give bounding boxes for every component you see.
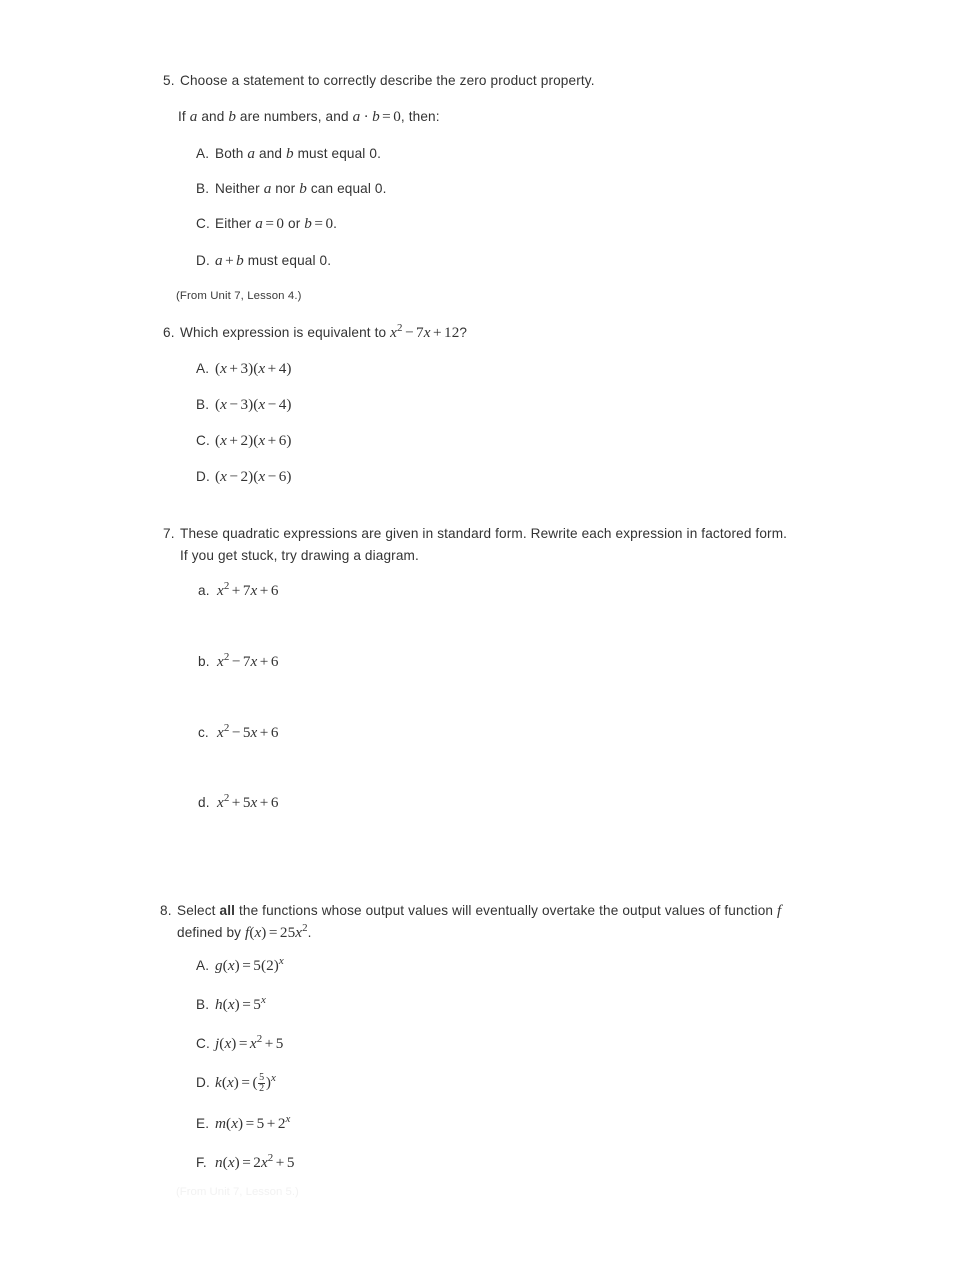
part-letter: b. bbox=[198, 654, 210, 669]
question-7-part-c[interactable] bbox=[198, 722, 558, 744]
q8e-const: 5 bbox=[256, 1115, 265, 1132]
q6b-p1: ( bbox=[215, 396, 221, 413]
choice-letter: C. bbox=[196, 216, 210, 231]
premise-eq-b: b bbox=[372, 108, 380, 125]
q7d-plus: + bbox=[259, 794, 269, 811]
q8b-eq: = bbox=[242, 996, 251, 1013]
question-8-choice-c[interactable] bbox=[196, 1033, 596, 1055]
q8e-plus: + bbox=[266, 1115, 276, 1132]
choice-a-var2: b bbox=[286, 145, 294, 162]
q7b-plus: + bbox=[259, 653, 269, 670]
question-7-stem bbox=[163, 523, 788, 567]
choice-c-eq2 bbox=[304, 215, 333, 232]
choice-d-var1: a bbox=[215, 252, 223, 269]
q7c-coef: 5 bbox=[242, 724, 251, 741]
choice-b-seg2: nor bbox=[271, 181, 300, 196]
q6c-n1: 2)( bbox=[240, 432, 259, 449]
part-letter: d. bbox=[198, 795, 210, 810]
premise-eq-sign: = bbox=[382, 108, 391, 125]
q8a-exp: x bbox=[278, 954, 284, 967]
q8e-fname: m bbox=[215, 1115, 227, 1132]
q6b-n2: 4) bbox=[278, 396, 292, 413]
q6a-op1: + bbox=[229, 360, 239, 377]
q8c-const: 5 bbox=[275, 1035, 284, 1052]
choice-expression: $h(x) = 5^x$ bbox=[215, 993, 266, 1013]
question-5-choice-a[interactable] bbox=[196, 143, 756, 165]
choice-expression: $n(x) = 2x^2 + 5$ bbox=[215, 1151, 295, 1171]
q8f-plus: + bbox=[275, 1154, 285, 1171]
choice-d-plus: + bbox=[225, 252, 234, 269]
question-7-part-d[interactable] bbox=[198, 792, 558, 814]
choice-text bbox=[215, 250, 331, 272]
choice-c-seg3: . bbox=[333, 216, 338, 231]
q6c-n2: 6) bbox=[278, 432, 292, 449]
q6b-op2: − bbox=[267, 396, 277, 413]
choice-c-eqsign1: = bbox=[265, 215, 274, 232]
q6a-n2: 4) bbox=[278, 360, 292, 377]
q7a-plus: + bbox=[259, 582, 269, 599]
choice-expression: k(x) = ( $\frac{5}{2}$ )$^x$ bbox=[215, 1071, 276, 1095]
choice-letter: B. bbox=[196, 397, 210, 412]
q6a-op2: + bbox=[267, 360, 277, 377]
q8-math-var: x bbox=[295, 924, 303, 941]
q8-stem-definition bbox=[245, 921, 308, 941]
part-expression: $x^2 + 7x + 6$ bbox=[217, 579, 279, 599]
question-5-attribution: (From Unit 7, Lesson 4.) bbox=[176, 290, 302, 302]
choice-letter: E. bbox=[196, 1116, 210, 1131]
q6a-n1: 3)( bbox=[240, 360, 259, 377]
q8a-rhs: 5(2) bbox=[253, 957, 279, 974]
choice-text bbox=[215, 143, 381, 165]
q8d-paren-close: ) bbox=[265, 1074, 271, 1091]
choice-a-var1: a bbox=[247, 145, 256, 162]
q6d-op1: − bbox=[229, 468, 239, 485]
q8c-open: ( bbox=[219, 1035, 225, 1052]
q7a-sign: + bbox=[231, 582, 241, 599]
question-5-choice-d[interactable] bbox=[196, 250, 756, 272]
choice-letter: C. bbox=[196, 433, 210, 448]
q7b-sign: − bbox=[231, 653, 241, 670]
question-8-choice-b[interactable] bbox=[196, 994, 596, 1016]
q8f-eq: = bbox=[242, 1154, 251, 1171]
part-expression: $x^2 + 5x + 6$ bbox=[217, 791, 279, 811]
choice-c-seg1: Either bbox=[215, 216, 256, 231]
premise-eq-zero: 0 bbox=[393, 108, 401, 125]
question-6-choice-b[interactable] bbox=[196, 394, 596, 416]
q6-stem-math bbox=[390, 321, 460, 341]
question-5-choice-c[interactable] bbox=[196, 213, 756, 235]
q8b-fname: h bbox=[215, 996, 223, 1013]
part-expression: $x^2 - 5x + 6$ bbox=[217, 721, 279, 741]
q6-math-coef: 7 bbox=[416, 324, 424, 341]
q8f-fname: n bbox=[215, 1154, 223, 1171]
q8a-eq: = bbox=[242, 957, 251, 974]
q8f-exp: 2 bbox=[267, 1151, 274, 1164]
premise-end: , then: bbox=[400, 109, 440, 124]
choice-expression: $g(x) = 5(2)^x$ bbox=[215, 954, 284, 974]
part-letter: c. bbox=[198, 725, 209, 740]
q8d-open: ( bbox=[221, 1074, 227, 1091]
q8c-fname: j bbox=[215, 1035, 220, 1052]
choice-c-eq1 bbox=[255, 215, 284, 232]
q8-stem-seg1: Select bbox=[177, 903, 220, 918]
choice-d-seg3: must equal 0. bbox=[243, 253, 332, 268]
choice-letter: D. bbox=[196, 469, 210, 484]
q8d-paren-open: ( bbox=[252, 1074, 258, 1091]
choice-d-expr bbox=[215, 252, 244, 269]
q7a-exp: 2 bbox=[223, 579, 230, 592]
question-7-number: 7. bbox=[163, 526, 175, 541]
q8d-eq: = bbox=[241, 1074, 251, 1091]
q8d-fraction-denominator: 2 bbox=[259, 1083, 265, 1095]
choice-text bbox=[215, 178, 387, 200]
choice-letter: A. bbox=[196, 361, 210, 376]
q7d-exp: 2 bbox=[223, 791, 230, 804]
choice-text bbox=[215, 213, 337, 235]
choice-c-zero1: 0 bbox=[276, 215, 285, 232]
q8-math-eq: = bbox=[268, 924, 278, 941]
q6c-op1: + bbox=[229, 432, 239, 449]
question-7-stem-text: These quadratic expressions are given in standard form. Rewrite each expression in factored form. If you get stuck, try drawing a diagram. bbox=[180, 526, 788, 563]
choice-c-seg2: or bbox=[284, 216, 305, 231]
q6d-op2: − bbox=[267, 468, 277, 485]
choice-expression: (x − 2)(x − 6) bbox=[215, 468, 292, 485]
question-6-stem bbox=[163, 322, 793, 344]
q8d-close: ) bbox=[233, 1074, 239, 1091]
question-5-choice-b[interactable] bbox=[196, 178, 756, 200]
question-6-number: 6. bbox=[163, 325, 175, 340]
q8-math-arg: (x) bbox=[249, 924, 267, 941]
premise-var-a: a bbox=[189, 108, 198, 125]
q8d-fraction-numerator: 5 bbox=[259, 1071, 265, 1083]
choice-a-seg1: Both bbox=[215, 146, 248, 161]
choice-expression: $m(x) = 5 + 2^x$ bbox=[215, 1112, 291, 1132]
q7c-sign: − bbox=[231, 724, 241, 741]
q7c-exp: 2 bbox=[223, 721, 230, 734]
question-5-premise bbox=[178, 106, 778, 128]
q6d-n1: 2)( bbox=[240, 468, 259, 485]
q6a-p1: ( bbox=[215, 360, 221, 377]
choice-letter: B. bbox=[196, 997, 210, 1012]
choice-a-seg3: must equal 0. bbox=[293, 146, 381, 161]
choice-letter: C. bbox=[196, 1036, 210, 1051]
q7b-coef: 7 bbox=[242, 653, 251, 670]
q6-math-var: x bbox=[423, 324, 431, 341]
q8d-fname: k bbox=[215, 1074, 222, 1091]
choice-letter: D. bbox=[196, 253, 210, 268]
question-8-choice-a[interactable] bbox=[196, 955, 596, 977]
q6d-n2: 6) bbox=[278, 468, 292, 485]
q7c-const: 6 bbox=[270, 724, 279, 741]
question-6-stem-text bbox=[180, 322, 793, 344]
q8-stem-seg3: defined by bbox=[177, 925, 246, 940]
q7a-coef: 7 bbox=[242, 582, 251, 599]
q8-math-exp: 2 bbox=[302, 921, 308, 934]
q8e-eq: = bbox=[245, 1115, 255, 1132]
q8-stem-emphasis: all bbox=[219, 903, 236, 918]
choice-c-var2: b bbox=[304, 215, 312, 232]
choice-letter: F. bbox=[196, 1155, 207, 1170]
q6-math-const: 12 bbox=[444, 324, 460, 341]
q8-math-f: f bbox=[245, 924, 250, 941]
question-5-stem bbox=[163, 70, 793, 92]
q7b-exp: 2 bbox=[223, 650, 230, 663]
question-5-stem-text: Choose a statement to correctly describe the zero product property. bbox=[180, 73, 595, 88]
q7d-const: 6 bbox=[270, 794, 279, 811]
q8f-close: ) bbox=[234, 1154, 240, 1171]
q8e-exp: x bbox=[285, 1112, 291, 1125]
premise-eq-a: a bbox=[352, 108, 361, 125]
clipped-page-footer: (From Unit 7, Lesson 5.) bbox=[176, 1186, 299, 1198]
premise-tail: are numbers, and bbox=[236, 109, 353, 124]
choice-b-seg3: can equal 0. bbox=[306, 181, 387, 196]
q8e-open: ( bbox=[226, 1115, 232, 1132]
choice-c-eqsign2: = bbox=[314, 215, 324, 232]
premise-lead: If bbox=[178, 109, 190, 124]
q6b-op1: − bbox=[229, 396, 239, 413]
part-expression: $x^2 - 7x + 6$ bbox=[217, 650, 279, 670]
q8c-close: ) bbox=[231, 1035, 237, 1052]
q8d-fraction bbox=[258, 1073, 266, 1095]
q7d-sign: + bbox=[231, 794, 241, 811]
q6-math-base: x bbox=[390, 324, 397, 341]
q8-stem-function-var: f bbox=[777, 902, 782, 919]
choice-a-seg2: and bbox=[255, 146, 287, 161]
choice-expression: $j(x) = x^2 + 5$ bbox=[215, 1032, 284, 1052]
q8b-rhs: 5 bbox=[253, 996, 261, 1013]
question-6-choice-a[interactable] bbox=[196, 358, 596, 380]
q8a-open: ( bbox=[222, 957, 228, 974]
q8b-open: ( bbox=[222, 996, 228, 1013]
q8b-exp: x bbox=[260, 993, 266, 1006]
choice-b-var2: b bbox=[299, 180, 307, 197]
choice-letter: A. bbox=[196, 958, 210, 973]
q8c-exp: 2 bbox=[256, 1032, 263, 1045]
q8-stem-seg4: . bbox=[307, 925, 312, 940]
q8d-exp: x bbox=[271, 1071, 276, 1084]
q8-stem-seg2: the functions whose output values will eventually overtake the output values of function bbox=[235, 903, 778, 918]
premise-var-b: b bbox=[228, 108, 237, 125]
question-6-choice-c[interactable] bbox=[196, 430, 596, 452]
choice-letter: D. bbox=[196, 1075, 210, 1090]
question-8-choice-f[interactable] bbox=[196, 1152, 596, 1174]
question-8-stem-text bbox=[177, 900, 788, 944]
choice-letter: B. bbox=[196, 181, 210, 196]
q8a-fname: g bbox=[215, 957, 223, 974]
choice-expression: (x − 3)(x − 4) bbox=[215, 396, 292, 413]
q7d-coef: 5 bbox=[242, 794, 251, 811]
q6-math-minus: − bbox=[404, 324, 414, 341]
choice-expression: (x + 3)(x + 4) bbox=[215, 360, 292, 377]
q6d-p1: ( bbox=[215, 468, 221, 485]
choice-expression: (x + 2)(x + 6) bbox=[215, 432, 292, 449]
q6-stem-tail: ? bbox=[459, 325, 468, 340]
question-7-part-b[interactable] bbox=[198, 651, 558, 673]
choice-d-var2: b bbox=[236, 252, 244, 269]
q6c-p1: ( bbox=[215, 432, 221, 449]
choice-b-var1: a bbox=[263, 180, 272, 197]
multiplication-dot-icon: · bbox=[363, 108, 369, 125]
q7b-const: 6 bbox=[270, 653, 279, 670]
part-letter: a. bbox=[198, 583, 210, 598]
q6-math-exp: 2 bbox=[396, 321, 403, 334]
premise-equation bbox=[353, 108, 401, 125]
question-8-choice-d[interactable] bbox=[196, 1072, 596, 1095]
q8c-eq: = bbox=[238, 1035, 248, 1052]
premise-mid: and bbox=[197, 109, 229, 124]
q8b-close: ) bbox=[234, 996, 240, 1013]
q8-math-coef: 25 bbox=[279, 924, 296, 941]
q6b-n1: 3)( bbox=[240, 396, 259, 413]
question-8-stem bbox=[160, 900, 788, 944]
q8e-close: ) bbox=[238, 1115, 244, 1132]
question-8-choice-e[interactable] bbox=[196, 1113, 596, 1135]
q6-stem-lead: Which expression is equivalent to bbox=[180, 325, 391, 340]
q6-math-plus: + bbox=[432, 324, 442, 341]
choice-c-var1: a bbox=[255, 215, 263, 232]
q8c-plus: + bbox=[264, 1035, 274, 1052]
q8a-close: ) bbox=[234, 957, 240, 974]
choice-b-seg1: Neither bbox=[215, 181, 264, 196]
q8f-coef: 2 bbox=[253, 1154, 261, 1171]
q8f-const: 5 bbox=[286, 1154, 295, 1171]
question-6-choice-d[interactable] bbox=[196, 466, 596, 488]
question-5-number: 5. bbox=[163, 73, 175, 88]
q7a-const: 6 bbox=[270, 582, 279, 599]
question-7-part-a[interactable] bbox=[198, 580, 558, 602]
question-8-number: 8. bbox=[160, 903, 172, 918]
q7c-plus: + bbox=[259, 724, 269, 741]
q6c-op2: + bbox=[267, 432, 277, 449]
q8f-open: ( bbox=[222, 1154, 228, 1171]
q8e-base: 2 bbox=[277, 1115, 286, 1132]
choice-letter: A. bbox=[196, 146, 210, 161]
choice-c-zero2: 0 bbox=[325, 215, 334, 232]
